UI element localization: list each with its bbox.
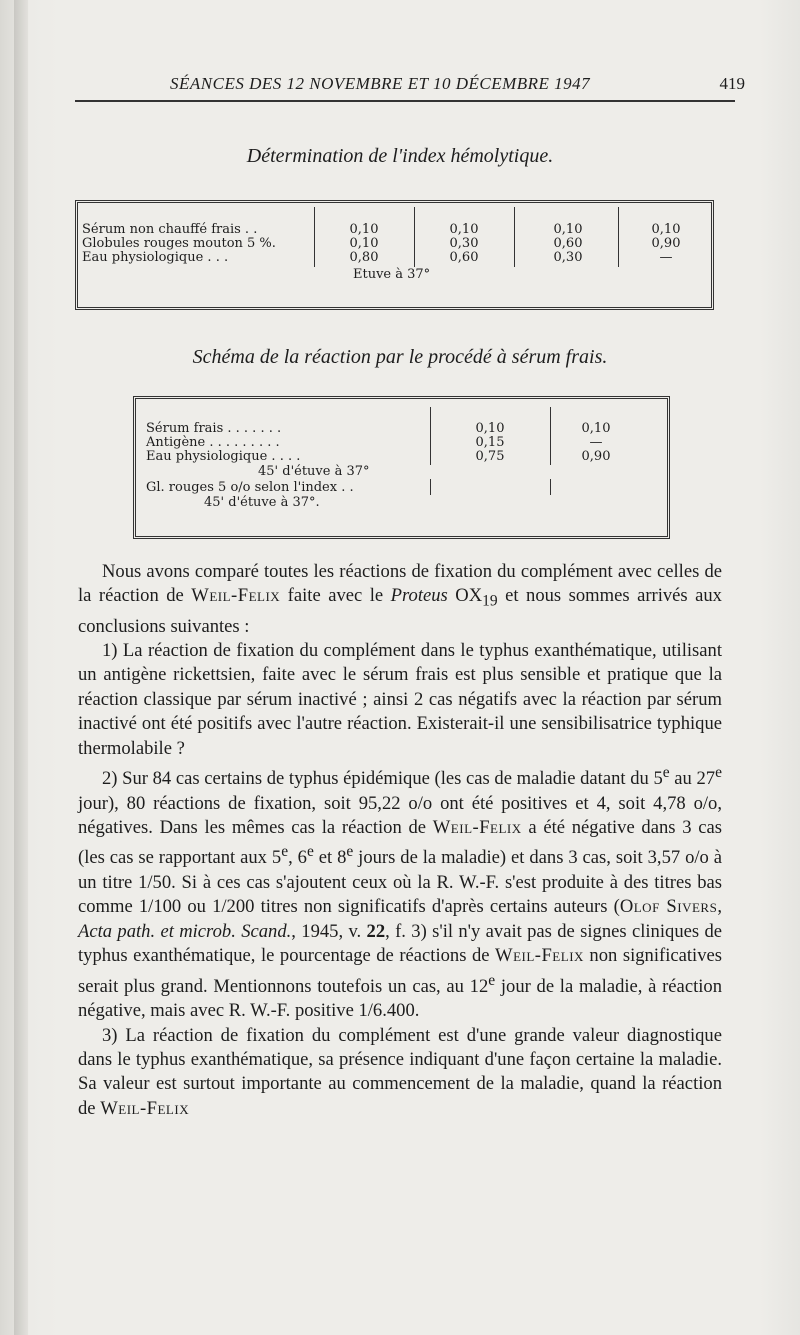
column-divider: [414, 207, 415, 267]
volume-number: 22: [366, 920, 386, 942]
text-run: 3) La réaction de fixation du complément est d'une grande valeur diagnostique dans le typhus exanthématique, sa présence indiquant d'une façon certaine la maladie. Sa valeur est surtout importante au commencement de la maladie, quand la réaction de: [78, 1024, 722, 1119]
table-cell: 0,10: [581, 421, 611, 436]
header-rule: [75, 100, 735, 102]
paragraph-intro: [78, 560, 722, 639]
table-cell: 0,80: [349, 250, 379, 265]
table-cell: 0,10: [553, 222, 583, 237]
superscript: e: [346, 843, 354, 861]
table-cell: —: [659, 250, 673, 265]
table-cell: 0,60: [449, 250, 479, 265]
text-run: , f. 3) s'il n'y avait pas de signes cliniques de typhus exanthématique, le pourcentage de réactions de: [78, 920, 722, 967]
superscript: e: [715, 763, 722, 781]
text-run: et 8: [313, 847, 347, 869]
table-cell: 0,75: [475, 449, 505, 464]
row-label: Sérum frais . . . . . . .: [146, 421, 282, 436]
row-label: Antigène . . . . . . . . .: [146, 435, 280, 450]
text-run: OX: [447, 585, 483, 607]
author-name: Weil-Felix: [191, 585, 281, 607]
text-run: a été négative dans 3 cas (les cas se rapportant aux 5: [78, 816, 722, 869]
author-name: Weil-Felix: [100, 1097, 190, 1119]
table1-caption: Détermination de l'index hémolytique.: [246, 145, 554, 167]
incubation-note: Etuve à 37°: [353, 267, 431, 282]
table-cell: —: [589, 435, 603, 450]
incubation-note: 45' d'étuve à 37°.: [204, 495, 320, 510]
paragraph-conclusion-2: [78, 761, 722, 1024]
text-run: Nous avons comparé toutes les réactions de fixation du complément avec celles de la réaction de: [78, 561, 722, 607]
hemolytic-index-table: [75, 200, 714, 310]
column-divider: [430, 479, 431, 495]
row-label: Eau physiologique . . . .: [146, 449, 301, 464]
row-label: Eau physiologique . . .: [82, 250, 229, 265]
superscript: e: [488, 971, 496, 989]
author-name: Weil-Felix: [432, 816, 522, 838]
text-run: faite avec le: [280, 585, 391, 607]
table-cell: 0,30: [553, 250, 583, 265]
table-cell: 0,60: [553, 236, 583, 251]
column-divider: [618, 207, 619, 267]
page-number: 419: [719, 74, 745, 93]
incubation-note: 45' d'étuve à 37°: [258, 464, 370, 479]
row-label: Sérum non chauffé frais . .: [82, 222, 258, 237]
text-run: ,: [717, 896, 722, 918]
text-run: non significatives serait plus grand. Mentionnons toutefois un cas, au 12: [78, 945, 722, 997]
table-cell: 0,10: [349, 236, 379, 251]
text-run: , 1945, v.: [291, 920, 367, 942]
superscript: e: [281, 843, 289, 861]
superscript: e: [306, 843, 314, 861]
header-title: SÉANCES DES 12 NOVEMBRE ET 10 DÉCEMBRE 1947: [170, 74, 591, 93]
superscript: e: [662, 763, 670, 781]
page-gutter: [14, 0, 28, 1335]
text-run: et nous sommes arrivés aux conclusions suivantes :: [78, 585, 722, 637]
table-cell: 0,90: [651, 236, 681, 251]
row-label: Globules rouges mouton 5 %.: [82, 236, 276, 251]
journal-title: Acta path. et microb. Scand.: [78, 920, 292, 942]
column-divider: [550, 479, 551, 495]
italic-term: Proteus: [390, 585, 448, 607]
text-run: jours de la maladie) et dans 3 cas, soit 3,57 o/o à un titre 1/50. Si à ces cas s'ajoutent ceux où la R. W.-F. s'est produite à des titres bas comme 1/100 ou 1/200 titres non significatifs d'après certains auteurs (: [78, 847, 722, 918]
column-divider: [314, 207, 315, 267]
author-name: Weil-Felix: [495, 945, 584, 967]
column-divider: [514, 207, 515, 267]
table-cell: 0,15: [475, 435, 505, 450]
table-cell: 0,10: [449, 222, 479, 237]
body-text: [78, 560, 722, 1121]
table-cell: 0,10: [651, 222, 681, 237]
table2-caption: Schéma de la réaction par le procédé à sérum frais.: [192, 346, 608, 368]
paragraph-conclusion-1: 1) La réaction de fixation du complément dans le typhus exanthématique, utilisant un antigène rickettsien, faite avec le sérum frais est plus sensible et pratique que la réaction classique par sérum inactivé ; ainsi 2 cas négatifs avec la réaction par sérum inactivé ont été positifs avec l'autre réaction. Existerait-il une sensibilisatrice typhique thermolabile ?: [78, 639, 722, 759]
fresh-serum-reaction-table: [133, 396, 670, 539]
table-cell: 0,10: [349, 222, 379, 237]
table-cell: 0,10: [475, 421, 505, 436]
text-run: au 27: [669, 768, 716, 790]
text-run: , 6: [288, 847, 307, 869]
author-name: Olof Sivers: [619, 896, 718, 918]
table-cell: 0,90: [581, 449, 611, 464]
column-divider: [430, 407, 431, 465]
table-cell: 0,30: [449, 236, 479, 251]
paragraph-conclusion-3: [78, 1024, 722, 1122]
running-header: [75, 70, 745, 100]
row-label: Gl. rouges 5 o/o selon l'index . .: [146, 480, 354, 495]
subscript: 19: [482, 593, 498, 611]
column-divider: [550, 407, 551, 465]
text-run: jour de la maladie, à réaction négative, mais avec R. W.-F. positive 1/6.400.: [78, 975, 722, 1022]
text-run: jour), 80 réactions de fixation, soit 95,22 o/o ont été positives et 4, soit 4,78 o/o, négatives. Dans les mêmes cas la réaction de: [78, 792, 722, 838]
text-run: 2) Sur 84 cas certains de typhus épidémique (les cas de maladie datant du 5: [102, 768, 663, 790]
